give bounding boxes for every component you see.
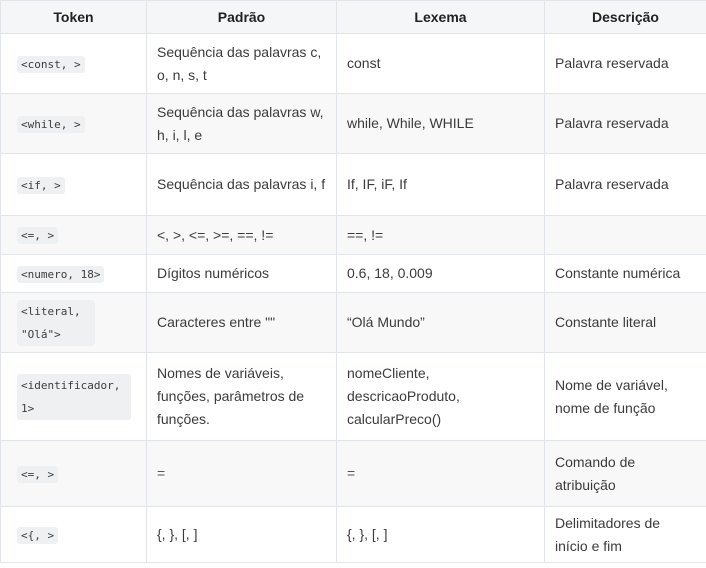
descricao-cell: Delimitadores de início e fim: [545, 507, 706, 563]
table-header-row: [1, 1, 706, 34]
padrao-cell: =: [147, 441, 337, 507]
descricao-cell: Constante numérica: [545, 255, 706, 293]
table-row: [1, 255, 706, 293]
token-cell: [1, 94, 147, 154]
token-cell: [1, 255, 147, 293]
padrao-cell: Sequência das palavras w, h, i, l, e: [147, 94, 337, 154]
padrao-cell: <, >, <=, >=, ==, !=: [147, 216, 337, 255]
token-cell: [1, 293, 147, 353]
token-cell: [1, 441, 147, 507]
descricao-cell: [545, 216, 706, 255]
lexema-cell: while, While, WHILE: [337, 94, 545, 154]
token-code: <identificador, 1>: [17, 374, 131, 420]
token-code: <numero, 18>: [17, 266, 104, 283]
table-row: [1, 507, 706, 563]
token-cell: [1, 34, 147, 94]
lexema-cell: {, }, [, ]: [337, 507, 545, 563]
table-row: [1, 293, 706, 353]
lexema-cell: =: [337, 441, 545, 507]
descricao-cell: Palavra reservada: [545, 34, 706, 94]
table-row: [1, 441, 706, 507]
token-code: <=, >: [17, 227, 58, 244]
lexema-cell: nomeCliente, descricaoProduto, calcularPreco(): [337, 353, 545, 441]
padrao-cell: Caracteres entre "": [147, 293, 337, 353]
header-lexema: Lexema: [337, 1, 545, 34]
lexema-cell: const: [337, 34, 545, 94]
lexema-cell: ==, !=: [337, 216, 545, 255]
lexema-cell: If, IF, iF, If: [337, 154, 545, 216]
descricao-cell: Palavra reservada: [545, 94, 706, 154]
descricao-cell: Comando de atribuição: [545, 441, 706, 507]
token-code: <while, >: [17, 116, 85, 133]
lexema-cell: 0.6, 18, 0.009: [337, 255, 545, 293]
padrao-cell: Dígitos numéricos: [147, 255, 337, 293]
header-padrao: Padrão: [147, 1, 337, 34]
token-code: <const, >: [17, 56, 85, 73]
token-code: <literal, "Olá">: [17, 300, 95, 346]
token-cell: [1, 353, 147, 441]
table-row: [1, 216, 706, 255]
table-row: [1, 34, 706, 94]
token-cell: [1, 154, 147, 216]
descricao-cell: Nome de variável, nome de função: [545, 353, 706, 441]
descricao-cell: Constante literal: [545, 293, 706, 353]
token-code: <{, >: [17, 527, 58, 544]
header-token: Token: [1, 1, 147, 34]
padrao-cell: Sequência das palavras i, f: [147, 154, 337, 216]
token-code: <=, >: [17, 466, 58, 483]
table-row: [1, 94, 706, 154]
padrao-cell: Nomes de variáveis, funções, parâmetros de funções.: [147, 353, 337, 441]
padrao-cell: {, }, [, ]: [147, 507, 337, 563]
table-row: [1, 353, 706, 441]
token-code: <if, >: [17, 177, 65, 194]
table-row: [1, 154, 706, 216]
lexema-cell: “Olá Mundo”: [337, 293, 545, 353]
token-cell: [1, 216, 147, 255]
header-descricao: Descrição: [545, 1, 706, 34]
padrao-cell: Sequência das palavras c, o, n, s, t: [147, 34, 337, 94]
token-cell: [1, 507, 147, 563]
descricao-cell: Palavra reservada: [545, 154, 706, 216]
